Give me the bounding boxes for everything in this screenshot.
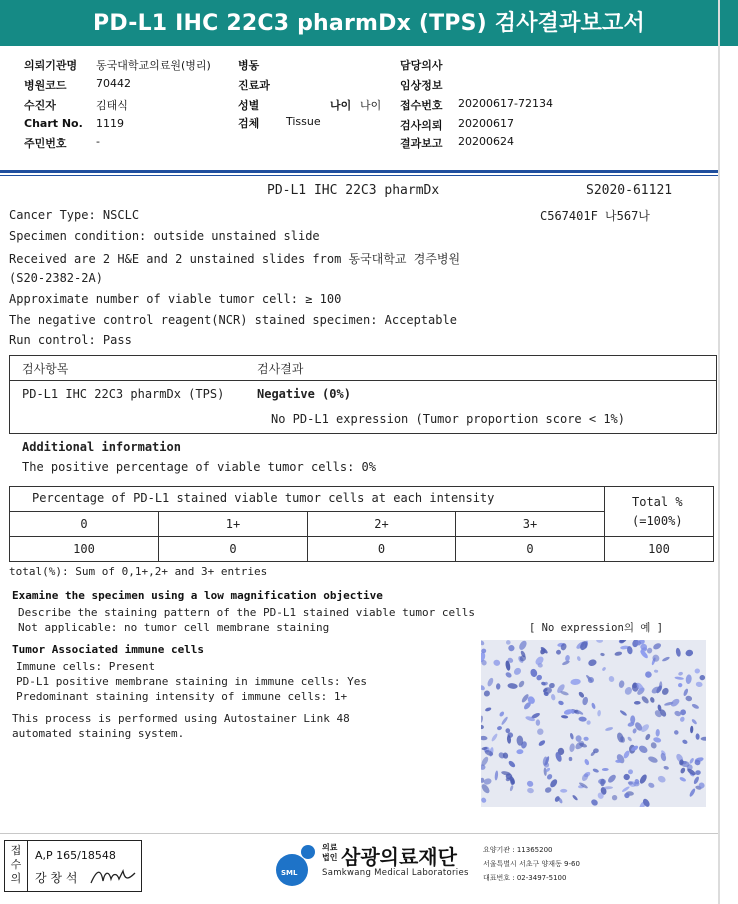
cell-nucleus — [560, 789, 567, 793]
cell-nucleus — [600, 653, 605, 657]
cell-nucleus — [657, 775, 667, 784]
cell-nucleus — [526, 780, 534, 788]
cell-nucleus — [679, 776, 687, 782]
cell-nucleus — [652, 642, 662, 651]
cell-nucleus — [537, 728, 544, 735]
cell-nucleus — [660, 752, 667, 762]
cell-nucleus — [485, 707, 492, 712]
value-2: 0 — [377, 542, 386, 556]
cell-nucleus — [597, 710, 601, 717]
cell-nucleus — [570, 678, 581, 685]
header-divider-thin — [0, 175, 718, 176]
test-item: PD-L1 IHC 22C3 pharmDx (TPS) — [22, 387, 225, 401]
cell-nucleus — [497, 725, 503, 730]
total-label-1: Total % — [632, 495, 683, 509]
cell-nucleus — [695, 770, 701, 775]
cell-nucleus — [481, 783, 491, 795]
patient-value: 김태식 — [96, 99, 128, 112]
value-0: 100 — [73, 542, 95, 556]
negative-control: The negative control reagent(NCR) stained specimen: Acceptable — [9, 313, 457, 327]
cell-nucleus — [601, 666, 606, 671]
cell-nucleus — [615, 760, 621, 763]
cell-nucleus — [558, 700, 565, 706]
value-3: 0 — [526, 542, 534, 556]
total-label-2: (=100%) — [632, 514, 683, 528]
cell-nucleus — [680, 767, 686, 774]
cell-nucleus — [682, 739, 689, 745]
report-title: PD-L1 IHC 22C3 pharmDx (TPS) 검사결과보고서 — [0, 0, 738, 46]
cell-nucleus — [608, 675, 615, 683]
cell-nucleus — [582, 696, 589, 705]
cell-nucleus — [694, 668, 700, 673]
cell-nucleus — [518, 680, 526, 689]
cell-nucleus — [619, 709, 627, 716]
cell-nucleus — [614, 651, 622, 656]
org-name-en: Samkwang Medical Laboratories — [322, 868, 469, 878]
received-line-2: (S20-2382-2A) — [9, 271, 103, 285]
immune-line-3: Predominant staining intensity of immune cells: 1+ — [16, 690, 348, 703]
cell-nucleus — [549, 778, 559, 789]
cell-nucleus — [602, 768, 609, 771]
doctor-label: 담당의사 — [400, 59, 443, 72]
cell-nucleus — [569, 757, 573, 761]
run-control: Run control: Pass — [9, 333, 132, 347]
cell-nucleus — [543, 767, 547, 776]
cell-nucleus — [655, 729, 660, 737]
cell-nucleus — [701, 737, 706, 741]
cell-nucleus — [647, 782, 655, 789]
sex-label: 성별 — [238, 99, 260, 112]
clinical-label: 임상정보 — [400, 79, 443, 92]
corp-label-1: 의료 — [322, 843, 338, 852]
cell-nucleus — [689, 757, 695, 764]
examine-line-1: Describe the staining pattern of the PD-L1 stained viable tumor cells — [18, 606, 475, 619]
cell-nucleus — [596, 640, 603, 643]
cell-nucleus — [529, 668, 538, 678]
cell-nucleus — [584, 758, 590, 765]
cell-nucleus — [661, 687, 670, 697]
cell-nucleus — [683, 688, 689, 697]
specimen-label: 검체 — [238, 117, 260, 130]
additional-text: The positive percentage of viable tumor cells: 0% — [22, 460, 377, 474]
cell-nucleus — [673, 729, 679, 735]
header-divider — [0, 170, 718, 173]
cell-nucleus — [679, 716, 685, 723]
cell-nucleus — [685, 649, 694, 657]
cell-nucleus — [646, 647, 653, 654]
id-label: 주민번호 — [24, 137, 67, 150]
cell-nucleus — [483, 689, 492, 698]
cell-nucleus — [654, 669, 658, 672]
cell-nucleus — [640, 695, 650, 705]
cell-nucleus — [576, 656, 581, 662]
cell-nucleus — [647, 755, 658, 764]
intensity-table — [9, 486, 714, 562]
cell-nucleus — [618, 680, 625, 689]
cancer-type: Cancer Type: NSCLC — [9, 208, 140, 222]
immune-title: Tumor Associated immune cells — [12, 643, 205, 656]
process-line-1: This process is performed using Autostainer Link 48 — [12, 712, 350, 725]
examine-title: Examine the specimen using a low magnification objective — [12, 589, 383, 602]
cell-nucleus — [650, 741, 658, 749]
org-code: 요양기관 : 11365200 — [483, 846, 553, 854]
result-date-label: 결과보고 — [400, 137, 443, 150]
cell-nucleus — [496, 683, 501, 690]
examine-line-2: Not applicable: no tumor cell membrane staining — [18, 621, 330, 634]
cell-nucleus — [690, 726, 694, 734]
received-line-1: Received are 2 H&E and 2 unstained slides from 동국대학교 경주병원 — [9, 252, 461, 266]
cell-nucleus — [536, 719, 540, 725]
additional-title: Additional information — [22, 440, 181, 454]
age-value: 나이 — [360, 99, 382, 112]
cell-nucleus — [677, 682, 683, 687]
col-item-header: 검사항목 — [22, 362, 69, 376]
chart-value: 1119 — [96, 117, 124, 130]
corp-label-2: 법인 — [322, 853, 338, 862]
page-edge — [718, 0, 720, 904]
cell-nucleus — [638, 773, 648, 785]
cell-nucleus — [633, 782, 639, 787]
cell-nucleus — [507, 760, 516, 769]
cell-nucleus — [505, 640, 511, 646]
level-1: 1+ — [225, 517, 241, 531]
cell-nucleus — [491, 733, 499, 742]
cell-nucleus — [685, 674, 692, 684]
cell-nucleus — [538, 739, 546, 747]
cell-nucleus — [691, 718, 698, 725]
cell-nucleus — [501, 716, 509, 726]
request-label: 검사의뢰 — [400, 119, 443, 132]
cell-nucleus — [678, 671, 684, 676]
cell-nucleus — [583, 737, 588, 741]
cell-nucleus — [691, 703, 699, 710]
receipt-value: 20200617-72134 — [458, 97, 553, 110]
cell-nucleus — [546, 773, 553, 781]
receipt-label: 접수번호 — [400, 99, 443, 112]
cell-nucleus — [493, 659, 501, 667]
cell-nucleus — [653, 736, 662, 743]
ref-code: C567401F 나567나 — [540, 209, 650, 223]
institution-value: 동국대학교의료원(병리) — [96, 59, 211, 72]
org-address: 서울특별시 서초구 양재동 9-60 — [483, 860, 580, 868]
process-line-2: automated staining system. — [12, 727, 185, 740]
cell-nucleus — [662, 656, 671, 662]
cell-nucleus — [578, 716, 587, 722]
cell-nucleus — [569, 733, 574, 740]
cell-nucleus — [586, 720, 592, 726]
dept-label: 진료과 — [238, 79, 270, 92]
cell-nucleus — [572, 794, 579, 801]
value-total: 100 — [648, 542, 670, 556]
result-table-divider — [10, 380, 716, 381]
cell-nucleus — [481, 797, 487, 804]
immune-line-2: PD-L1 positive membrane staining in immune cells: Yes — [16, 675, 367, 688]
cell-nucleus — [561, 715, 568, 719]
stamp-name: 강 창 석 — [35, 871, 78, 885]
cell-nucleus — [544, 786, 552, 793]
cell-nucleus — [693, 776, 700, 785]
cell-nucleus — [590, 798, 599, 807]
institution-label: 의뢰기관명 — [24, 59, 78, 72]
cell-nucleus — [486, 677, 494, 687]
cell-nucleus — [591, 702, 596, 709]
cell-nucleus — [592, 768, 599, 774]
value-1: 0 — [229, 542, 237, 556]
cell-nucleus — [675, 647, 681, 657]
cell-nucleus — [481, 684, 486, 691]
level-2: 2+ — [374, 517, 389, 531]
chart-label: Chart No. — [24, 117, 83, 130]
cell-nucleus — [507, 644, 516, 653]
microscopy-image — [481, 640, 706, 807]
ward-label: 병동 — [238, 59, 260, 72]
cell-nucleus — [550, 694, 556, 701]
cell-nucleus — [499, 711, 505, 718]
cell-nucleus — [509, 785, 514, 792]
cell-nucleus — [634, 701, 641, 705]
cell-nucleus — [685, 695, 693, 702]
cell-nuclei-pattern — [481, 640, 706, 807]
cell-nucleus — [605, 726, 614, 731]
cell-nucleus — [481, 724, 484, 729]
footer-divider — [0, 833, 718, 834]
cell-nucleus — [587, 658, 597, 666]
cell-nucleus — [505, 671, 513, 679]
cell-nucleus — [481, 736, 488, 741]
stamp-label: 접수의 — [10, 844, 22, 885]
cell-nucleus — [627, 736, 633, 742]
age-label: 나이 — [330, 99, 352, 112]
cell-nucleus — [689, 788, 697, 798]
cell-nucleus — [663, 765, 669, 770]
cell-nucleus — [569, 743, 576, 753]
test-result: Negative (0%) — [257, 387, 351, 401]
cell-nucleus — [513, 666, 523, 676]
specimen-condition: Specimen condition: outside unstained slide — [9, 229, 320, 243]
test-name: PD-L1 IHC 22C3 pharmDx — [267, 183, 440, 198]
report-number: S2020-61121 — [586, 183, 673, 198]
approx-cells: Approximate number of viable tumor cell: ≥ 100 — [9, 292, 342, 306]
id-value: - — [96, 135, 100, 148]
request-value: 20200617 — [458, 117, 514, 130]
cell-nucleus — [623, 773, 631, 780]
code-value: 70442 — [96, 77, 131, 90]
result-note: No PD-L1 expression (Tumor proportion score < 1%) — [271, 412, 626, 426]
cell-nucleus — [565, 655, 571, 662]
org-name: 삼광의료재단 — [341, 845, 457, 869]
org-phone: 대표번호 : 02-3497-5100 — [483, 874, 567, 882]
cell-nucleus — [481, 715, 483, 723]
code-label: 병원코드 — [24, 79, 67, 92]
signature — [89, 865, 137, 887]
patient-label: 수진자 — [24, 99, 56, 112]
cell-nucleus — [518, 640, 528, 651]
intensity-footnote: total(%): Sum of 0,1+,2+ and 3+ entries — [9, 565, 268, 578]
cell-nucleus — [695, 733, 699, 740]
cell-nucleus — [632, 728, 637, 734]
cell-nucleus — [527, 787, 535, 794]
result-date-value: 20200624 — [458, 135, 514, 148]
cell-nucleus — [607, 773, 618, 784]
sml-logo-mark — [272, 842, 318, 888]
cell-nucleus — [516, 749, 523, 754]
sml-logo-text: SML — [281, 869, 298, 877]
cell-nucleus — [638, 744, 649, 754]
image-caption: [ No expression의 예 ] — [529, 622, 664, 634]
immune-line-1: Immune cells: Present — [16, 660, 156, 673]
cell-nucleus — [695, 681, 703, 687]
cell-nucleus — [649, 696, 655, 703]
cell-nucleus — [644, 733, 651, 741]
cell-nucleus — [674, 676, 684, 680]
cell-nucleus — [494, 770, 498, 780]
result-table — [9, 355, 717, 434]
cell-nucleus — [481, 756, 490, 767]
cell-nucleus — [578, 691, 585, 699]
level-3: 3+ — [522, 517, 538, 531]
col-result-header: 검사결과 — [257, 362, 304, 376]
cell-nucleus — [612, 795, 618, 801]
intensity-header: Percentage of PD-L1 stained viable tumor cells at each intensity — [32, 491, 495, 505]
cell-nucleus — [555, 649, 561, 655]
cell-nucleus — [481, 640, 485, 646]
level-0: 0 — [80, 517, 88, 531]
specimen-value: Tissue — [286, 115, 321, 128]
cell-nucleus — [644, 671, 652, 679]
cell-nucleus — [699, 675, 705, 681]
stamp-box — [4, 840, 142, 892]
cell-nucleus — [507, 683, 518, 690]
stamp-ap: A,P 165/18548 — [35, 849, 116, 862]
cell-nucleus — [627, 769, 633, 775]
